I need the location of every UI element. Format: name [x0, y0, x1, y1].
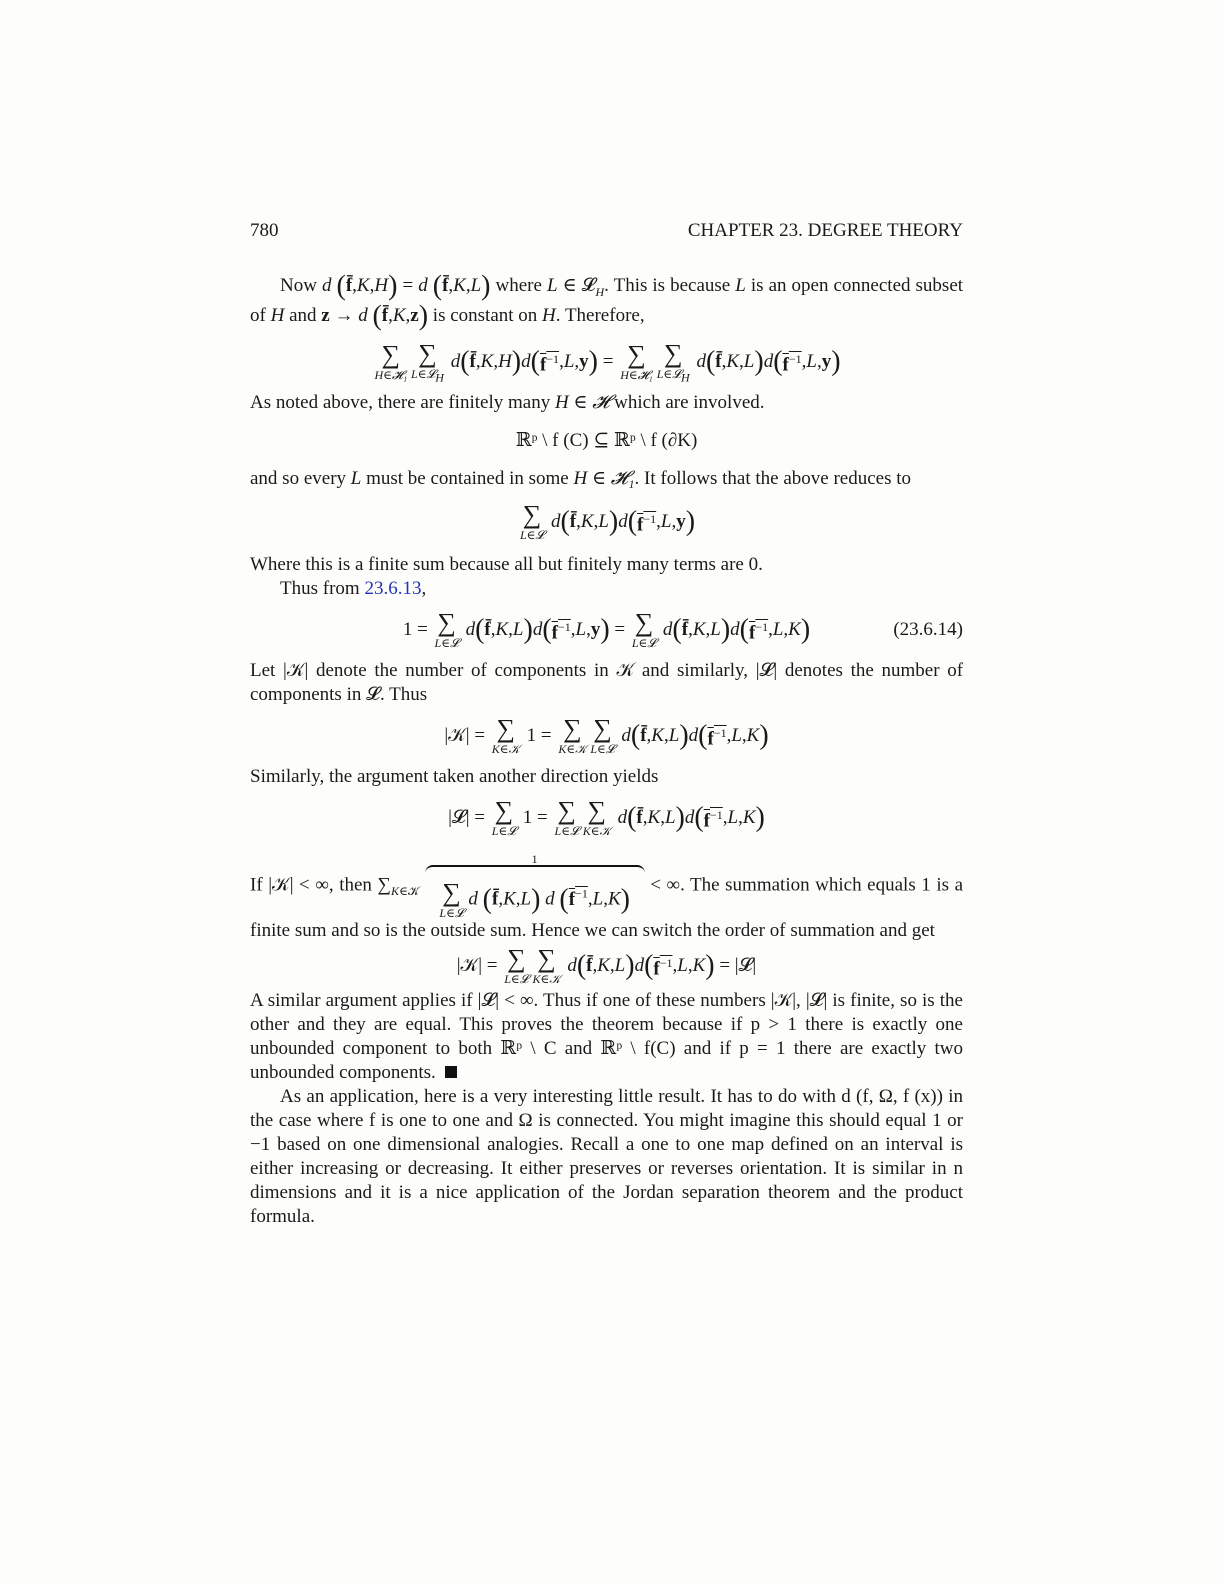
equation-count-K: |𝒦| = ∑ K∈𝒦 1 = ∑ K∈𝒦 ∑ L∈𝓛 d ( f̄ , K , L ) d ( $f^{-1}$ , L , K ) — [444, 714, 769, 757]
paragraph-8: If |𝒦| < ∞, then $\sum_{K\in 𝒦}$ 1 ∑ L∈𝓛 d (f̄,K,L) d $(f^{-1},L,K)$ < ∞. The summation which equals 1 is a finite sum and so is the outside sum. Hence we can switch the order of summation and get — [250, 852, 964, 942]
overbrace-term: 1 ∑ L∈𝓛 d (f̄,K,L) d $(f^{-1},L,K)$ — [425, 853, 645, 919]
paragraph-9: A similar argument applies if |𝓛| < ∞. Thus if one of these numbers |𝒦|, |𝓛| is finite, so is the other and they are equal. This proves the theorem because if p > 1 there is exactly one unbounded component to both ℝᵖ \ C and ℝᵖ \ f(C) and if p = 1 there are exactly two unbounded components. — [250, 990, 963, 1084]
equation-23-6-14: 1 = ∑ L∈𝓛 d ( f̄ , K , L ) d ( $f^{-1}$ , L , y ) = ∑ L∈𝓛 d ( f̄ , K , L ) d ( $f^{-1}$ , L , K ) (23.6.14) — [402, 608, 963, 651]
equation-number: (23.6.14) — [893, 619, 963, 641]
equation-inclusion: ℝᵖ \ f (C) ⊆ ℝᵖ \ f (∂K) — [515, 430, 698, 452]
paragraph-3: and so every L must be contained in some H ∈ 𝓗₁. It follows that the above reduces to — [250, 468, 912, 490]
equation-double-sum: ∑ H∈𝓗₁ ∑ L∈𝓛$_H$ d ( f̄ , K , H ) d ( $f^{-1}$ , L , y ) = ∑ H∈𝓗₁ ∑ L∈𝓛$_H$ d ( f̄ , K , L ) d ( $f^{-1}$ , L , y ) — [374, 338, 841, 385]
paragraph-7: Similarly, the argument taken another direction yields — [250, 766, 659, 788]
equation-equal-count: |𝒦| = ∑ L∈𝓛 ∑ K∈𝒦 d ( f̄ , K , L ) d ( $f^{-1}$ , L , K ) = |𝓛| — [456, 944, 757, 987]
equation-count-L: |𝓛| = ∑ L∈𝓛 1 = ∑ L∈𝓛 ∑ K∈𝒦 d ( f̄ , K , L ) d ( $f^{-1}$ , L , K ) — [448, 796, 765, 839]
qed-square-icon — [445, 1066, 457, 1078]
paragraph-4: Where this is a finite sum because all but finitely many terms are 0. — [250, 554, 763, 576]
paragraph-2: As noted above, there are finitely many H ∈ 𝓗 which are involved. — [250, 392, 765, 414]
running-head — [250, 220, 963, 242]
paragraph-6: Let |𝒦| denote the number of components in 𝒦 and similarly, |𝓛| denotes the number of components in 𝓛. Thus — [250, 660, 964, 706]
page-number: 780 — [250, 220, 279, 241]
paragraph-1: Now d (f̄,K,H) = d (f̄,K,L) where L ∈ 𝓛$_H$. This is because L is an open connected subset of H and z → d (f̄,K,z) is constant on H. Therefore, — [250, 270, 964, 332]
paragraph-5: Thus from 23.6.13, — [280, 578, 427, 600]
chapter-title: CHAPTER 23. DEGREE THEORY — [687, 220, 963, 241]
page-body — [250, 270, 964, 1229]
equation-reduced-sum: ∑ L∈𝓛 d ( f̄ , K , L ) d ( $f^{-1}$ , L , y ) — [519, 500, 696, 543]
paragraph-10: As an application, here is a very interesting little result. It has to do with d (f, Ω, f (x)) in the case where f is one to one and Ω is connected. You might imagine this should equal 1 or −1 based on one dimensional analogies. Recall a one to one map defined on an interval is either increasing or decreasing. It either preserves or reverses orientation. It is similar in n dimensions and it is a nice application of the Jordan separation theorem and the product formula. — [250, 1086, 963, 1228]
equation-reference-link[interactable]: 23.6.13 — [364, 578, 422, 600]
